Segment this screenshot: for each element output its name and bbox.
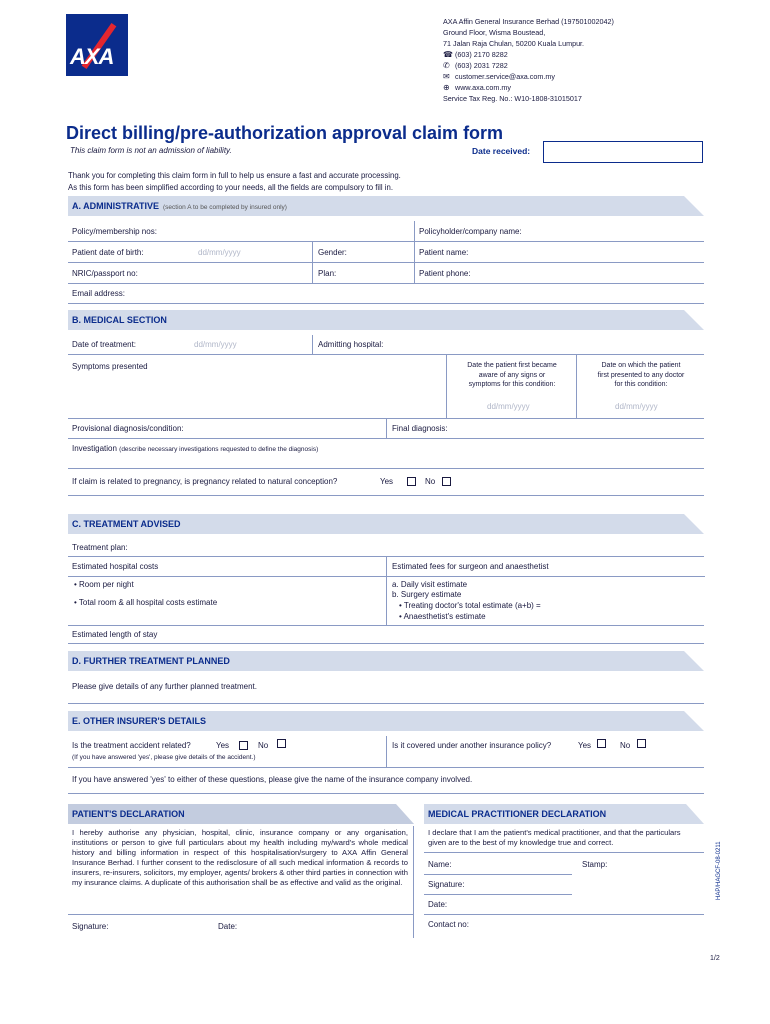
phone-icon: ☎: [443, 50, 453, 59]
practitioner-signature-label[interactable]: Signature:: [428, 880, 465, 889]
email-row: [443, 71, 614, 82]
date-received-field[interactable]: [543, 141, 703, 163]
row-symptoms: [68, 355, 704, 419]
admitting-hospital-label: Admitting hospital:: [318, 340, 384, 349]
row-nric: [68, 263, 704, 284]
stamp-label: Stamp:: [582, 860, 608, 869]
tax-number: Service Tax Reg. No.: W10-1808-31015017: [443, 94, 582, 103]
form-code: HAP/HAGCF-08-0211: [716, 841, 722, 900]
surgeon-fees-block: [386, 557, 704, 625]
section-e-header: [68, 711, 704, 731]
row-treatment-plan: [68, 539, 704, 557]
first-aware-label: [447, 361, 577, 390]
first-aware-line-3: symptoms for this condition:: [468, 381, 556, 388]
website: www.axa.com.my: [455, 83, 511, 92]
pregnancy-question: If claim is related to pregnancy, is pregnancy related to natural conception?: [72, 477, 338, 486]
patient-phone-field[interactable]: [414, 263, 704, 283]
divider: [424, 874, 572, 875]
pregnancy-question-row: [68, 469, 704, 495]
treatment-date-label: Date of treatment:: [72, 340, 137, 349]
pregnancy-yes-label: Yes: [380, 477, 394, 486]
pregnancy-no-label: No: [425, 477, 436, 486]
insurer-name-field[interactable]: [68, 768, 704, 793]
other-policy-question-block: [386, 736, 704, 767]
section-corner: [684, 651, 704, 671]
patient-declaration-body: [68, 826, 414, 938]
row-further-treatment: [68, 676, 704, 704]
company-address-block: [443, 16, 614, 104]
hospital-costs-label: Estimated hospital costs: [72, 562, 159, 571]
first-aware-line-1: Date the patient first became: [467, 362, 557, 369]
address-line-2: 71 Jalan Raja Chulan, 50200 Kuala Lumpur.: [443, 39, 585, 48]
first-doctor-placeholder: dd/mm/yyyy: [615, 402, 658, 411]
contact-no-label[interactable]: Contact no:: [428, 920, 469, 929]
fax-row: [443, 60, 614, 71]
intro-line-2: As this form has been simplified according to your needs, all the fields are compulsory to fill in.: [68, 183, 394, 192]
row-pregnancy: [68, 469, 704, 496]
patient-declaration-text: I hereby authorise any physician, hospital, clinic, insurance company or any organisation, institutions or person to give full particulars about my health including my/ward's whole medical history and billing information in respect of this hospitalisation/surgery to AXA Affin General Insurance Berhad. I further consent to the redisclosure of all such medical information & records to insurers, re-insurers, solicitors, my employer, agents/ brokers & other third parties in connection with my insurance claims. A duplicate of this authorisation shall be as effective and valid as the original.: [72, 828, 408, 887]
investigation-label: Investigation: [72, 444, 117, 453]
patient-phone-label: Patient phone:: [419, 269, 471, 278]
divider: [424, 852, 704, 853]
other-policy-no-checkbox[interactable]: [637, 739, 646, 748]
treatment-date-placeholder: dd/mm/yyyy: [194, 340, 237, 349]
patient-declaration-title: PATIENT'S DECLARATION: [72, 809, 185, 819]
email-field[interactable]: [68, 284, 704, 303]
nric-label: NRIC/passport no:: [72, 269, 138, 278]
page-title: Direct billing/pre-authorization approval claim form: [66, 123, 504, 143]
section-a-header: [68, 196, 704, 216]
treatment-date-field[interactable]: [68, 335, 312, 354]
company-name: AXA Affin General Insurance Berhad (197501002042): [443, 17, 614, 26]
pregnancy-yes-checkbox[interactable]: [407, 477, 416, 486]
investigation-note: (describe necessary investigations requested to define the diagnosis): [119, 446, 319, 453]
daily-visit-label[interactable]: a. Daily visit estimate: [392, 580, 468, 589]
symptoms-field[interactable]: [68, 355, 446, 418]
first-aware-placeholder: dd/mm/yyyy: [487, 402, 530, 411]
email-label: Email address:: [72, 289, 125, 298]
row-policy: [68, 221, 704, 242]
section-a-note: (section A to be completed by insured only): [163, 204, 287, 211]
section-corner: [684, 514, 704, 534]
gender-field[interactable]: [312, 242, 414, 262]
investigation-field[interactable]: [68, 439, 704, 468]
surgeon-fees-label: Estimated fees for surgeon and anaesthetist: [392, 562, 549, 571]
section-corner: [686, 804, 704, 824]
divider: [424, 894, 572, 895]
symptoms-label: Symptoms presented: [72, 362, 148, 371]
row-insurer-questions: [68, 736, 704, 768]
treatment-plan-label: Treatment plan:: [72, 543, 128, 552]
other-policy-question: Is it covered under another insurance policy?: [392, 741, 552, 750]
email-icon: ✉: [443, 72, 450, 81]
form-subtitle: This claim form is not an admission of liability.: [70, 146, 232, 155]
section-corner: [396, 804, 414, 824]
accident-yes-label: Yes: [216, 741, 230, 750]
row-investigation: [68, 439, 704, 469]
section-d-header: [68, 651, 704, 671]
medical-declaration-header: [424, 804, 704, 824]
fax-icon: ✆: [443, 61, 450, 70]
other-policy-yes-checkbox[interactable]: [597, 739, 606, 748]
provisional-diagnosis-label: Provisional diagnosis/condition:: [72, 424, 184, 433]
row-treatment-date: [68, 335, 704, 355]
accident-question-block: [68, 736, 386, 767]
final-diagnosis-field[interactable]: [386, 419, 704, 438]
section-corner: [684, 310, 704, 330]
first-aware-date-field[interactable]: [446, 355, 576, 418]
medical-declaration-title: MEDICAL PRACTITIONER DECLARATION: [428, 809, 607, 819]
practitioner-date-label[interactable]: Date:: [428, 900, 448, 909]
page-number: 1/2: [710, 955, 720, 962]
treatment-plan-field[interactable]: [68, 539, 704, 556]
total-room-label[interactable]: • Total room & all hospital costs estimate: [74, 598, 218, 607]
web-row: [443, 82, 614, 93]
accident-no-checkbox[interactable]: [277, 739, 286, 748]
first-doctor-line-1: Date on which the patient: [601, 362, 681, 369]
row-diagnosis: [68, 419, 704, 439]
medical-declaration-text: I declare that I am the patient's medical practitioner, and that the particulars given are to the best of my knowledge true and correct.: [428, 828, 681, 847]
doctor-total-label[interactable]: • Treating doctor's total estimate (a+b) =: [399, 601, 541, 610]
section-b-title: B. MEDICAL SECTION: [72, 315, 167, 325]
length-stay-label: Estimated length of stay: [72, 630, 158, 639]
axa-logo: [66, 14, 128, 76]
email-address: customer.service@axa.com.my: [455, 72, 555, 81]
section-e-title: E. OTHER INSURER'S DETAILS: [72, 716, 206, 726]
hospital-costs-block: [68, 557, 386, 625]
other-policy-yes-label: Yes: [578, 741, 592, 750]
date-received-label: Date received:: [472, 146, 531, 156]
accident-question: Is the treatment accident related?: [72, 741, 191, 750]
surgery-estimate-label[interactable]: b. Surgery estimate: [392, 590, 462, 599]
section-b-header: [68, 310, 704, 330]
divider: [424, 914, 704, 915]
patient-name-label: Patient name:: [419, 248, 469, 257]
provisional-diagnosis-field[interactable]: [68, 419, 386, 438]
section-corner: [684, 711, 704, 731]
divider: [68, 914, 413, 915]
patient-name-field[interactable]: [414, 242, 704, 262]
section-c-title: C. TREATMENT ADVISED: [72, 519, 181, 529]
globe-icon: ⊕: [443, 83, 450, 92]
first-aware-line-2: aware of any signs or: [478, 371, 546, 379]
accident-note: (If you have answered 'yes', please give details of the accident.): [72, 754, 256, 761]
practitioner-name-label[interactable]: Name:: [428, 860, 452, 869]
gender-label: Gender:: [318, 248, 347, 257]
other-policy-no-label: No: [620, 741, 631, 750]
final-diagnosis-label: Final diagnosis:: [392, 424, 448, 433]
medical-declaration-body: [424, 826, 704, 938]
anaesthetist-label[interactable]: • Anaesthetist's estimate: [399, 612, 486, 621]
phone-row: [443, 49, 614, 60]
divider: [387, 576, 705, 577]
address-line-1: Ground Floor, Wisma Boustead,: [443, 28, 546, 37]
accident-no-label: No: [258, 741, 269, 750]
divider: [68, 576, 386, 577]
pregnancy-no-checkbox[interactable]: [442, 477, 451, 486]
patient-date-label[interactable]: Date:: [218, 922, 238, 931]
section-c-header: [68, 514, 704, 534]
nric-field[interactable]: [68, 263, 312, 283]
policy-no-field[interactable]: [68, 221, 414, 241]
policyholder-field[interactable]: [414, 221, 704, 241]
fax-number: (603) 2031 7282: [455, 61, 508, 70]
dob-label: Patient date of birth:: [72, 248, 144, 257]
intro-line-1: Thank you for completing this claim form in full to help us ensure a fast and accurate processing.: [68, 171, 401, 180]
dob-placeholder: dd/mm/yyyy: [198, 248, 241, 257]
first-doctor-line-2: first presented to any doctor: [597, 371, 685, 379]
section-a-title-wrap: [72, 201, 287, 211]
row-costs: [68, 557, 704, 626]
further-treatment-field[interactable]: [68, 676, 704, 703]
further-treatment-label: Please give details of any further planned treatment.: [72, 682, 257, 691]
dob-field[interactable]: [68, 242, 312, 262]
row-email: [68, 284, 704, 304]
section-corner: [684, 196, 704, 216]
room-per-night-label[interactable]: • Room per night: [74, 580, 134, 589]
first-doctor-label: [577, 361, 705, 390]
intro-text: [68, 170, 401, 194]
admitting-hospital-field[interactable]: [312, 335, 704, 354]
row-insurer-name: [68, 768, 704, 794]
length-stay-field[interactable]: [68, 626, 704, 643]
first-doctor-line-3: for this condition:: [614, 381, 668, 388]
first-doctor-date-field[interactable]: [576, 355, 704, 418]
logo-text: AXA: [70, 44, 114, 69]
policyholder-label: Policyholder/company name:: [419, 227, 522, 236]
phone-number: (603) 2170 8282: [455, 50, 508, 59]
plan-field[interactable]: [312, 263, 414, 283]
section-a-title: A. ADMINISTRATIVE: [72, 201, 159, 211]
row-dob: [68, 242, 704, 263]
investigation-label-wrap: [72, 444, 318, 453]
accident-yes-checkbox[interactable]: [239, 741, 248, 750]
plan-label: Plan:: [318, 269, 337, 278]
patient-declaration-header: [68, 804, 414, 824]
policy-no-label: Policy/membership nos:: [72, 227, 157, 236]
section-d-title: D. FURTHER TREATMENT PLANNED: [72, 656, 230, 666]
insurer-name-label: If you have answered 'yes' to either of these questions, please give the name of the insurance company involved.: [72, 775, 473, 784]
patient-signature-label[interactable]: Signature:: [72, 922, 109, 931]
row-length-stay: [68, 626, 704, 644]
